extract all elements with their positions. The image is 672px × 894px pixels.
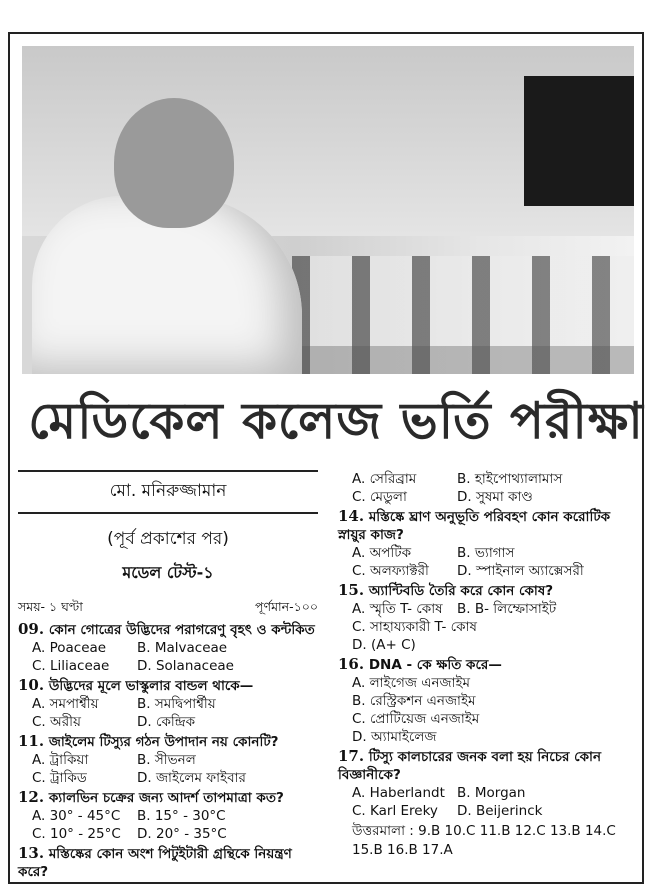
classroom-photo	[22, 46, 634, 374]
option: C. Karl Ereky	[352, 803, 438, 819]
option: C. 10° - 25°C	[32, 826, 121, 842]
option: D. Solanaceae	[137, 658, 234, 674]
option: C. সাহায্যকারী T- কোষ	[352, 619, 477, 635]
option: D. 20° - 35°C	[137, 826, 227, 842]
photo-desk	[292, 346, 634, 374]
question: 15. অ্যান্টিবডি তৈরি করে কোন কোষ? A. স্মৃতি T- কোষ B. B- লিম্ফোসাইট C. সাহায্যকারী T- কোষ D. (A+ C)	[338, 581, 638, 654]
option: B. Morgan	[457, 785, 526, 801]
question-text: ক্যালভিন চক্রের জন্য আদর্শ তাপমাত্রা কত?	[48, 790, 284, 806]
test-meta	[18, 599, 318, 619]
question-text: অ্যান্টিবডি তৈরি করে কোন কোষ?	[368, 583, 554, 599]
question: 09. কোন গোত্রের উদ্ভিদের পরাগরেণু বৃহৎ ও কন্টকিত A. Poaceae B. Malvaceae C. Liliaceae D. Solanaceae	[18, 620, 318, 675]
option: D. স্পাইনাল অ্যাক্সেসরী	[457, 563, 584, 579]
author-name: মো. মনিরুজ্জামান	[109, 481, 227, 501]
question: 11. জাইলেম টিস্যুর গঠন উপাদান নয় কোনটি? A. ট্রাকিয়া B. সীভনল C. ট্রাকিড D. জাইলেম ফাইবার	[18, 732, 318, 787]
right-column	[338, 470, 638, 860]
question-13-options	[338, 470, 638, 506]
option: D. জাইলেম ফাইবার	[137, 770, 246, 786]
question: 17. টিস্যু কালচারের জনক বলা হয় নিচের কোন বিজ্ঞানীকে? A. Haberlandt B. Morgan C. Karl Ereky D. Beijerinck	[338, 747, 638, 820]
option: A. 30° - 45°C	[32, 808, 121, 824]
option: A. সেরিব্রাম	[352, 471, 417, 487]
question-text: উদ্ভিদের মূলে ভাস্কুলার বান্ডল থাকে—	[48, 678, 254, 694]
full-marks-label: পূর্ণমান-১০০	[255, 599, 318, 614]
option: A. Haberlandt	[352, 785, 445, 801]
left-column	[18, 470, 318, 881]
continued-note: (পূর্ব প্রকাশের পর)	[107, 529, 229, 549]
option: D. অ্যামাইলেজ	[352, 729, 437, 745]
question-text: মস্তিষ্কে ঘ্রাণ অনুভূতি পরিবহণ কোন করোটিক স্নায়ুর কাজ?	[338, 509, 611, 543]
photo-curtain	[524, 76, 634, 206]
option: C. অরীয়	[32, 714, 81, 730]
question-text: মস্তিষ্কের কোন অংশ পিটুইটারী গ্রন্থিকে নিয়ন্ত্রণ করে?	[18, 846, 292, 880]
question-text: জাইলেম টিস্যুর গঠন উপাদান নয় কোনটি?	[48, 734, 279, 750]
question: 13. মস্তিষ্কের কোন অংশ পিটুইটারী গ্রন্থিকে নিয়ন্ত্রণ করে?	[18, 844, 292, 880]
question-text: DNA - কে ক্ষতি করে—	[368, 657, 502, 673]
option: C. Liliaceae	[32, 658, 110, 674]
question: 12. ক্যালভিন চক্রের জন্য আদর্শ তাপমাত্রা কত? A. 30° - 45°C B. 15° - 30°C C. 10° - 25°C D. 20° - 35°C	[18, 788, 318, 843]
option: D. Beijerinck	[457, 803, 543, 819]
question: 16. DNA - কে ক্ষতি করে— A. লাইগেজ এনজাইম B. রেস্ট্রিকশন এনজাইম C. প্রোটিয়েজ এনজাইম D. অ্যামাইলেজ	[338, 655, 638, 746]
option: B. Malvaceae	[137, 640, 228, 656]
option: A. স্মৃতি T- কোষ	[352, 601, 443, 617]
option: D. কেন্দ্রিক	[137, 714, 196, 730]
option: A. অপটিক	[352, 545, 412, 561]
option: C. মেডুলা	[352, 489, 407, 505]
option: B. 15° - 30°C	[137, 808, 226, 824]
option: D. সুষমা কাণ্ড	[457, 489, 533, 505]
model-test-heading: মডেল টেস্ট-১	[122, 563, 214, 582]
option: A. ট্রাকিয়া	[32, 752, 89, 768]
option: B. B- লিম্ফোসাইট	[457, 601, 557, 617]
option: C. অলফ্যাক্টরী	[352, 563, 429, 579]
option: B. রেস্ট্রিকশন এনজাইম	[352, 693, 476, 709]
page-title: মেডিকেল কলেজ ভর্তি পরীক্ষা	[28, 392, 644, 450]
option: C. ট্রাকিড	[32, 770, 87, 786]
answer-key: উত্তরমালা : 9.B 10.C 11.B 12.C 13.B 14.C 15.B 16.B 17.A	[352, 823, 616, 858]
option: A. Poaceae	[32, 640, 107, 656]
question-text: টিস্যু কালচারের জনক বলা হয় নিচের কোন বিজ্ঞানীকে?	[338, 749, 602, 783]
option: B. সীভনল	[137, 752, 196, 768]
option: B. ভ্যাগাস	[457, 545, 515, 561]
option: B. সমদ্বিপার্শ্বীয়	[137, 696, 216, 712]
question-text: কোন গোত্রের উদ্ভিদের পরাগরেণু বৃহৎ ও কন্টকিত	[48, 622, 315, 638]
option: A. লাইগেজ এনজাইম	[352, 675, 471, 691]
time-label: সময়- ১ ঘণ্টা	[18, 599, 83, 614]
option: B. হাইপোথ্যালামাস	[457, 471, 563, 487]
question: 10. উদ্ভিদের মূলে ভাস্কুলার বান্ডল থাকে— A. সমপার্শ্বীয় B. সমদ্বিপার্শ্বীয় C. অরীয় D. কেন্দ্রিক	[18, 676, 318, 731]
option: D. (A+ C)	[352, 637, 416, 653]
photo-teacher-head	[114, 98, 234, 228]
question: 14. মস্তিষ্কে ঘ্রাণ অনুভূতি পরিবহণ কোন করোটিক স্নায়ুর কাজ? A. অপটিক B. ভ্যাগাস C. অলফ্যাক্টরী D. স্পাইনাল অ্যাক্সেসরী	[338, 507, 638, 580]
divider	[18, 512, 318, 514]
option: C. প্রোটিয়েজ এনজাইম	[352, 711, 480, 727]
option: A. সমপার্শ্বীয়	[32, 696, 99, 712]
